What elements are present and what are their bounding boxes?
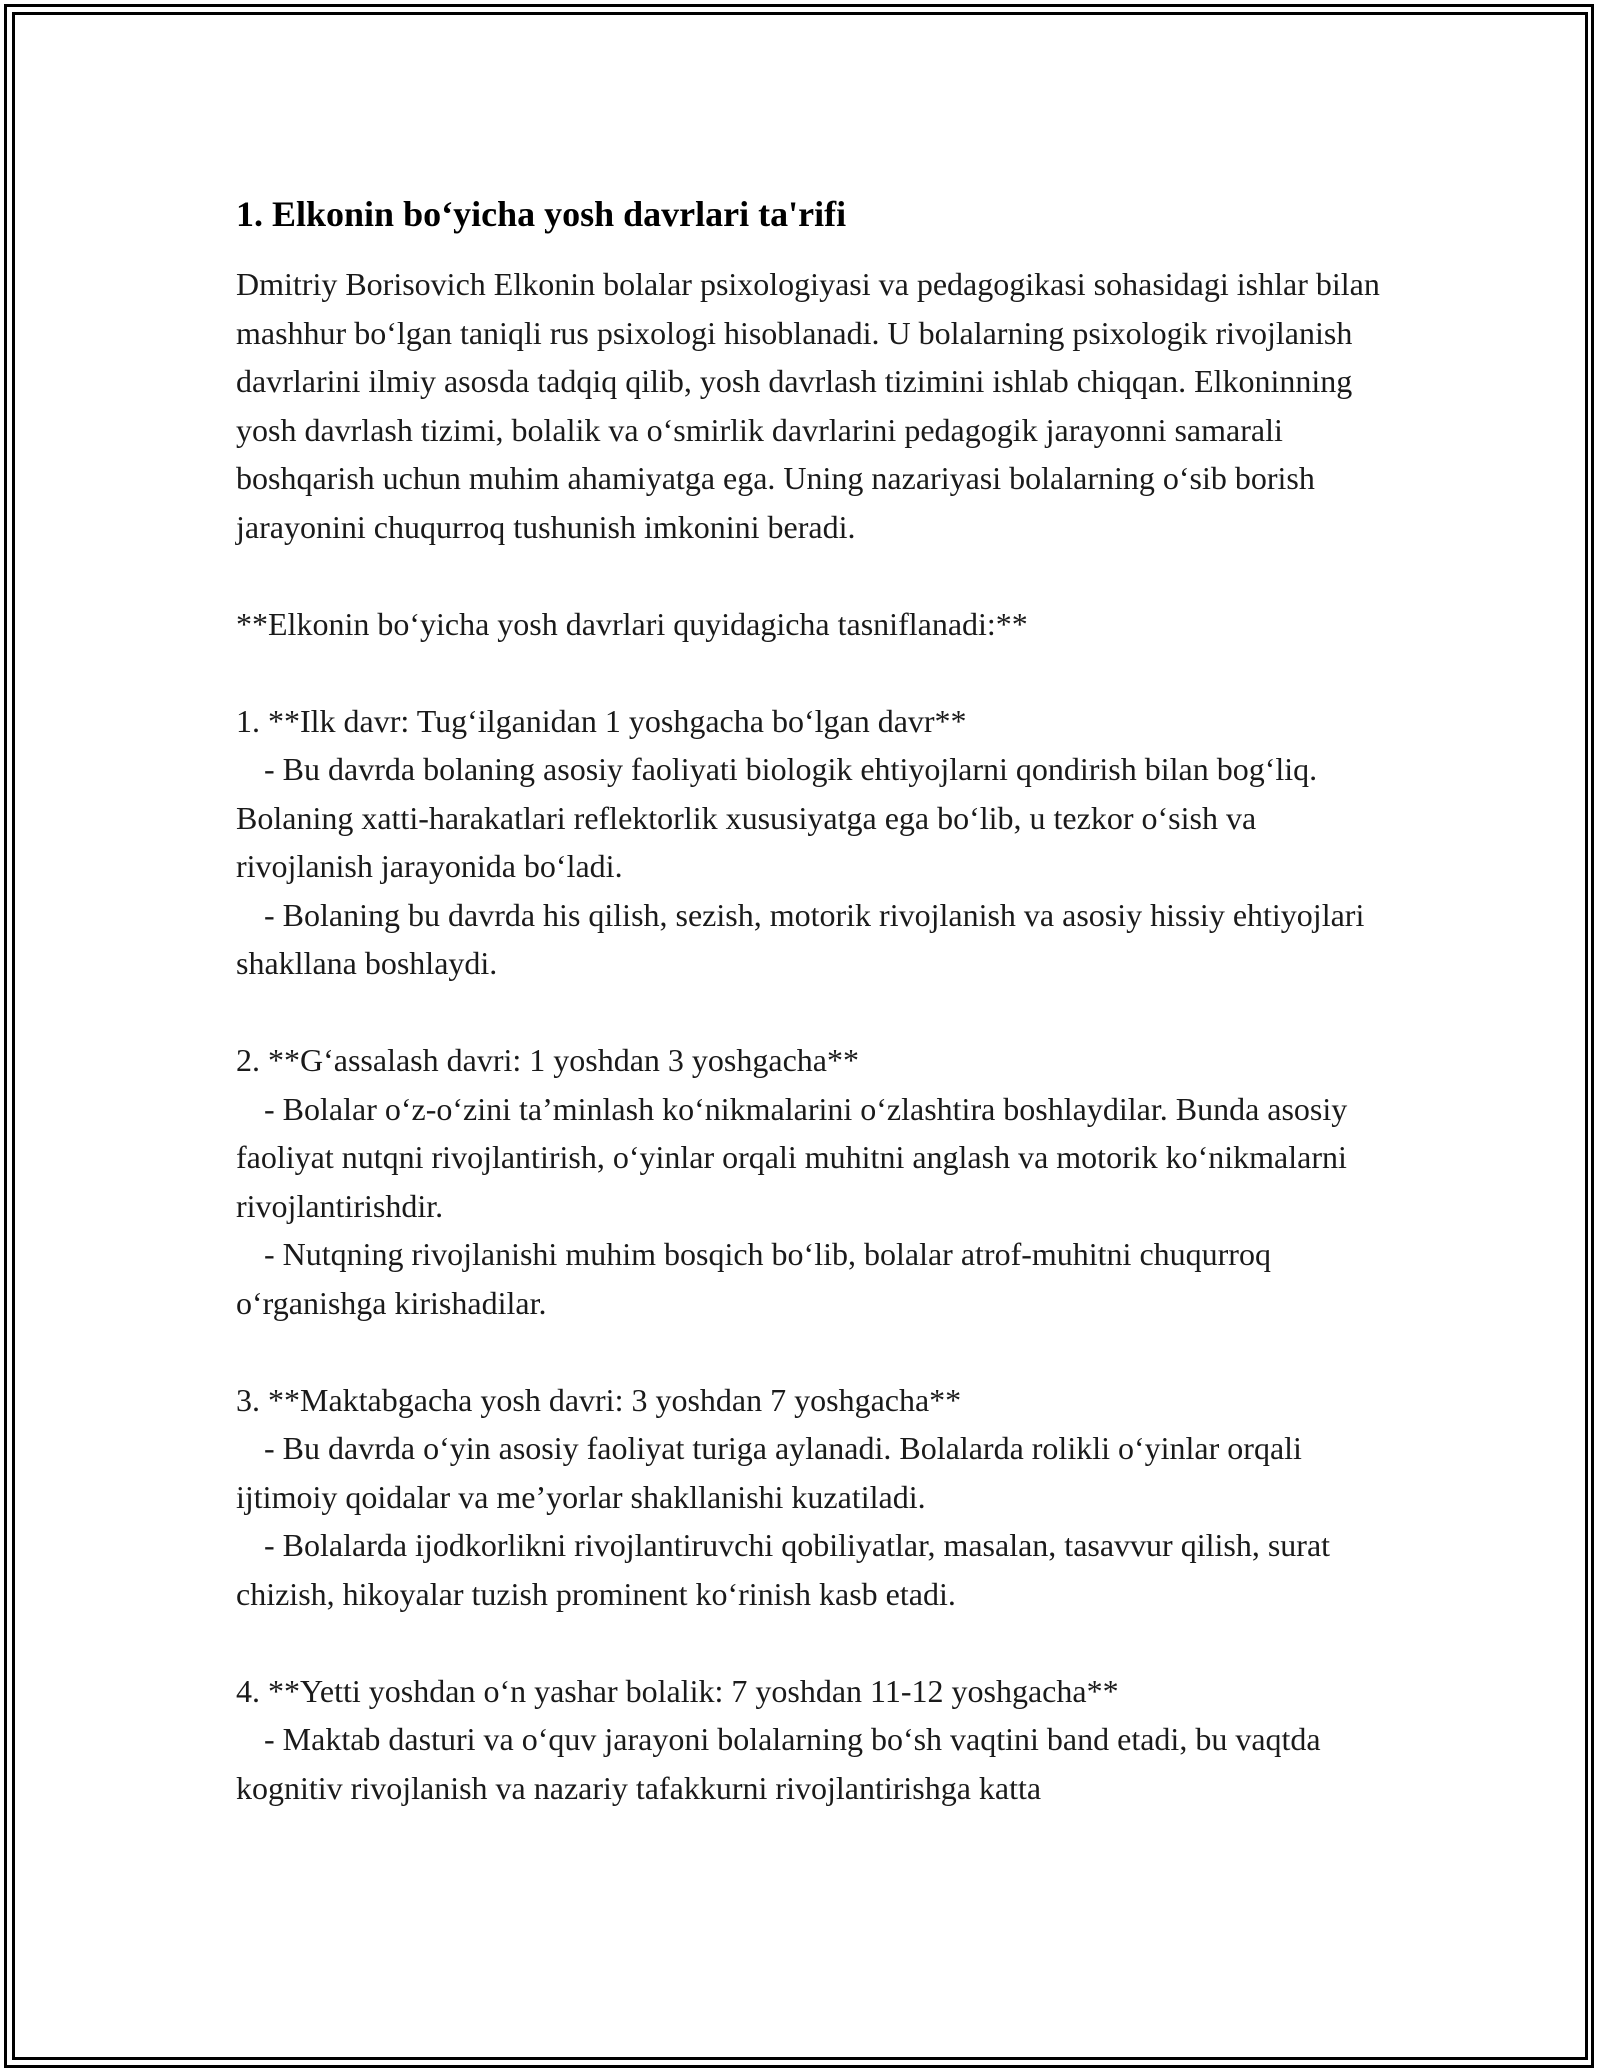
section-title: 3. **Maktabgacha yosh davri: 3 yoshdan 7 yoshgacha** xyxy=(236,1381,962,1418)
section-title: 2. **G‘assalash davri: 1 yoshdan 3 yoshgacha** xyxy=(236,1042,859,1078)
section-point: - Nutqning rivojlanishi muhim bosqich bo‘lib, bolalar atrof-muhitni chuqurroq o‘rganishga kirishadilar. xyxy=(236,1236,1279,1321)
section-point: - Bu davrda bolaning asosiy faoliyati biologik ehtiyojlarni qondirish bilan bog‘liq. Bolaning xatti-harakatlari reflektorlik xususiyatga ega bo‘lib, u tezkor o‘sish va rivojlanish jarayonida bo‘ladi. xyxy=(236,751,1326,884)
spacer xyxy=(236,648,1386,697)
section-point: - Maktab dasturi va o‘quv jarayoni bolalarning bo‘sh vaqtini band etadi, bu vaqtda kognitiv rivojlanish va nazariy tafakkurni rivojlantirishga katta xyxy=(236,1721,1329,1806)
spacer xyxy=(236,1327,1386,1376)
section-point: - Bolalar o‘z-o‘zini ta’minlash ko‘nikmalarini o‘zlashtira boshlaydilar. Bunda asosiy faoliyat nutqni rivojlantirish, o‘yinlar orqali muhitni anglash va motorik ko‘nikmalarni rivojlantirishdir. xyxy=(236,1090,1356,1224)
document-title: 1. Elkonin bo‘yicha yosh davrlari ta'rifi xyxy=(236,194,847,234)
section-2 xyxy=(236,1036,1386,1327)
section-point: - Bu davrda o‘yin asosiy faoliyat turiga aylanadi. Bolalarda rolikli o‘yinlar orqali ijtimoiy qoidalar va me’yorlar shakllanishi kuzatiladi. xyxy=(236,1430,1310,1515)
document-body xyxy=(236,188,1386,1812)
spacer xyxy=(236,1618,1386,1667)
intro-paragraph: Dmitriy Borisovich Elkonin bolalar psixologiyasi va pedagogikasi sohasidagi ishlar bilan mashhur bo‘lgan taniqli rus psixologi hisoblanadi. U bolalarning psixologik rivojlanish davrlarini ilmiy asosda tadqiq qilib, yosh davrlash tizimini ishlab chiqqan. Elkoninning yosh davrlash tizimi, bolalik va o‘smirlik davrlarini pedagogik jarayonni samarali boshqarish uchun muhim ahamiyatga ega. Uning nazariyasi bolalarning o‘sib borish jarayonini chuqurroq tushunish imkonini beradi. xyxy=(236,266,1388,545)
section-title: 1. **Ilk davr: Tug‘ilganidan 1 yoshgacha bo‘lgan davr** xyxy=(236,702,967,739)
spacer xyxy=(236,988,1386,1037)
classification-heading: **Elkonin bo‘yicha yosh davrlari quyidagicha tasniflanadi:** xyxy=(236,605,1028,642)
section-3 xyxy=(236,1376,1386,1619)
section-point: - Bolaning bu davrda his qilish, sezish, motorik rivojlanish va asosiy hissiy ehtiyojlari shakllana boshlaydi. xyxy=(236,896,1373,981)
spacer xyxy=(236,551,1386,600)
section-point: - Bolalarda ijodkorlikni rivojlantiruvchi qobiliyatlar, masalan, tasavvur qilish, surat chizish, hikoyalar tuzish prominent ko‘rinish kasb etadi. xyxy=(236,1527,1339,1612)
section-1 xyxy=(236,697,1386,988)
section-4 xyxy=(236,1667,1386,1813)
section-title: 4. **Yetti yoshdan o‘n yashar bolalik: 7 yoshdan 11-12 yoshgacha** xyxy=(236,1672,1119,1709)
